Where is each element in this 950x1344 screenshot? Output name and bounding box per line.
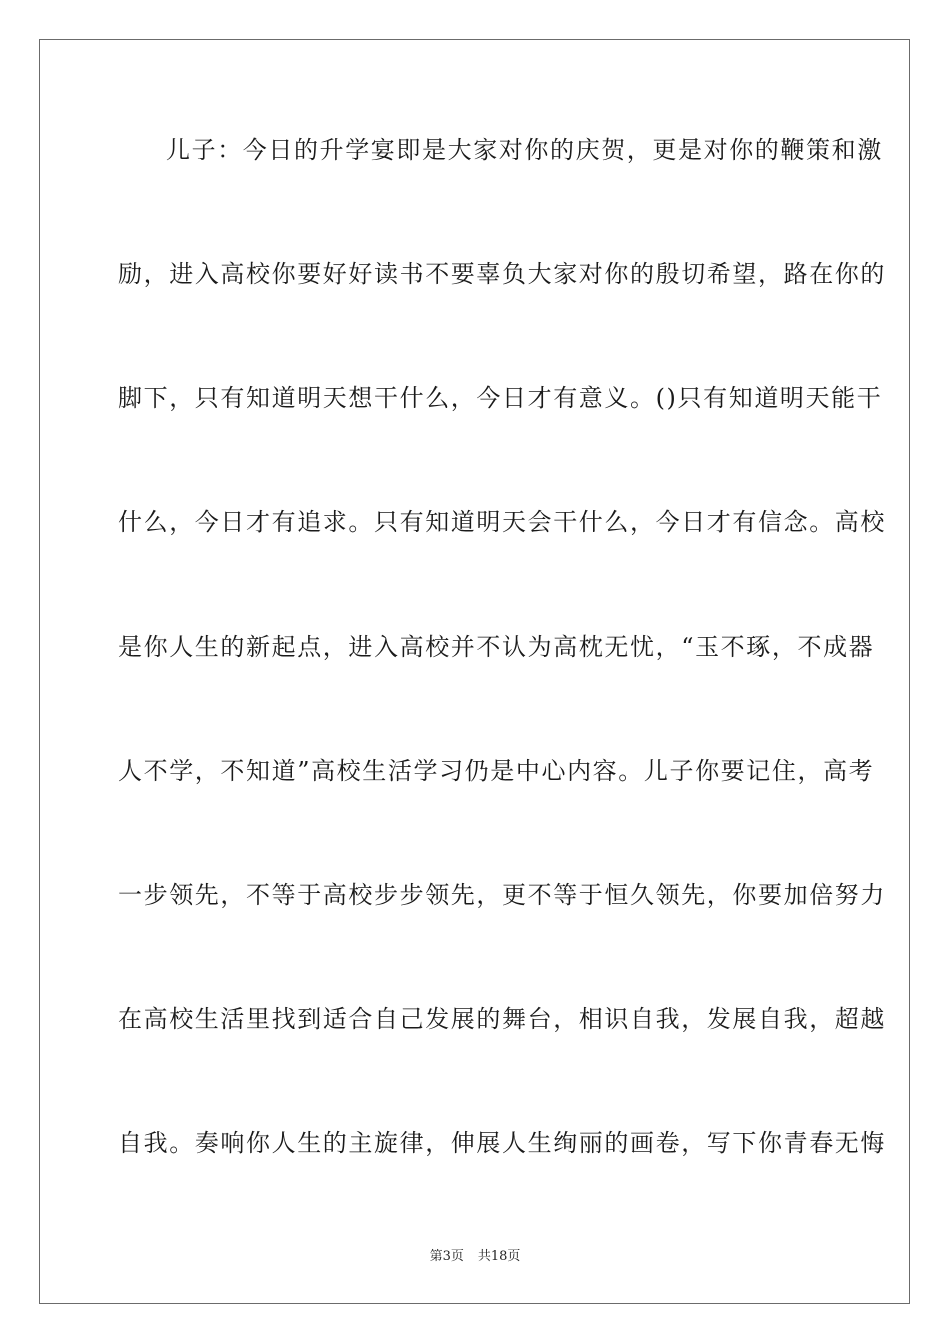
paragraph-line-3: 脚下，只有知道明天想干什么，今日才有意义。()只有知道明天能干	[118, 384, 883, 412]
paragraph-line-8: 在高校生活里找到适合自己发展的舞台，相识自我，发展自我，超越	[118, 1005, 886, 1033]
page-number: 第3页	[429, 1249, 464, 1264]
paragraph-line-2: 励，进入高校你要好好读书不要辜负大家对你的殷切希望，路在你的	[118, 260, 886, 288]
paragraph-line-1: 儿子：今日的升学宴即是大家对你的庆贺，更是对你的鞭策和激	[166, 136, 883, 164]
page-border	[39, 39, 910, 1304]
paragraph-line-7: 一步领先，不等于高校步步领先，更不等于恒久领先，你要加倍努力	[118, 881, 886, 909]
page-total: 共18页	[477, 1249, 521, 1264]
paragraph-line-5: 是你人生的新起点，进入高校并不认为高枕无忧，“玉不琢，不成器	[118, 633, 875, 661]
paragraph-line-6: 人不学，不知道”高校生活学习仍是中心内容。儿子你要记住，高考	[118, 757, 875, 785]
page-footer	[0, 1247, 950, 1267]
paragraph-line-4: 什么，今日才有追求。只有知道明天会干什么，今日才有信念。高校	[118, 508, 886, 536]
paragraph-line-9: 自我。奏响你人生的主旋律，伸展人生绚丽的画卷，写下你青春无悔	[118, 1129, 886, 1157]
